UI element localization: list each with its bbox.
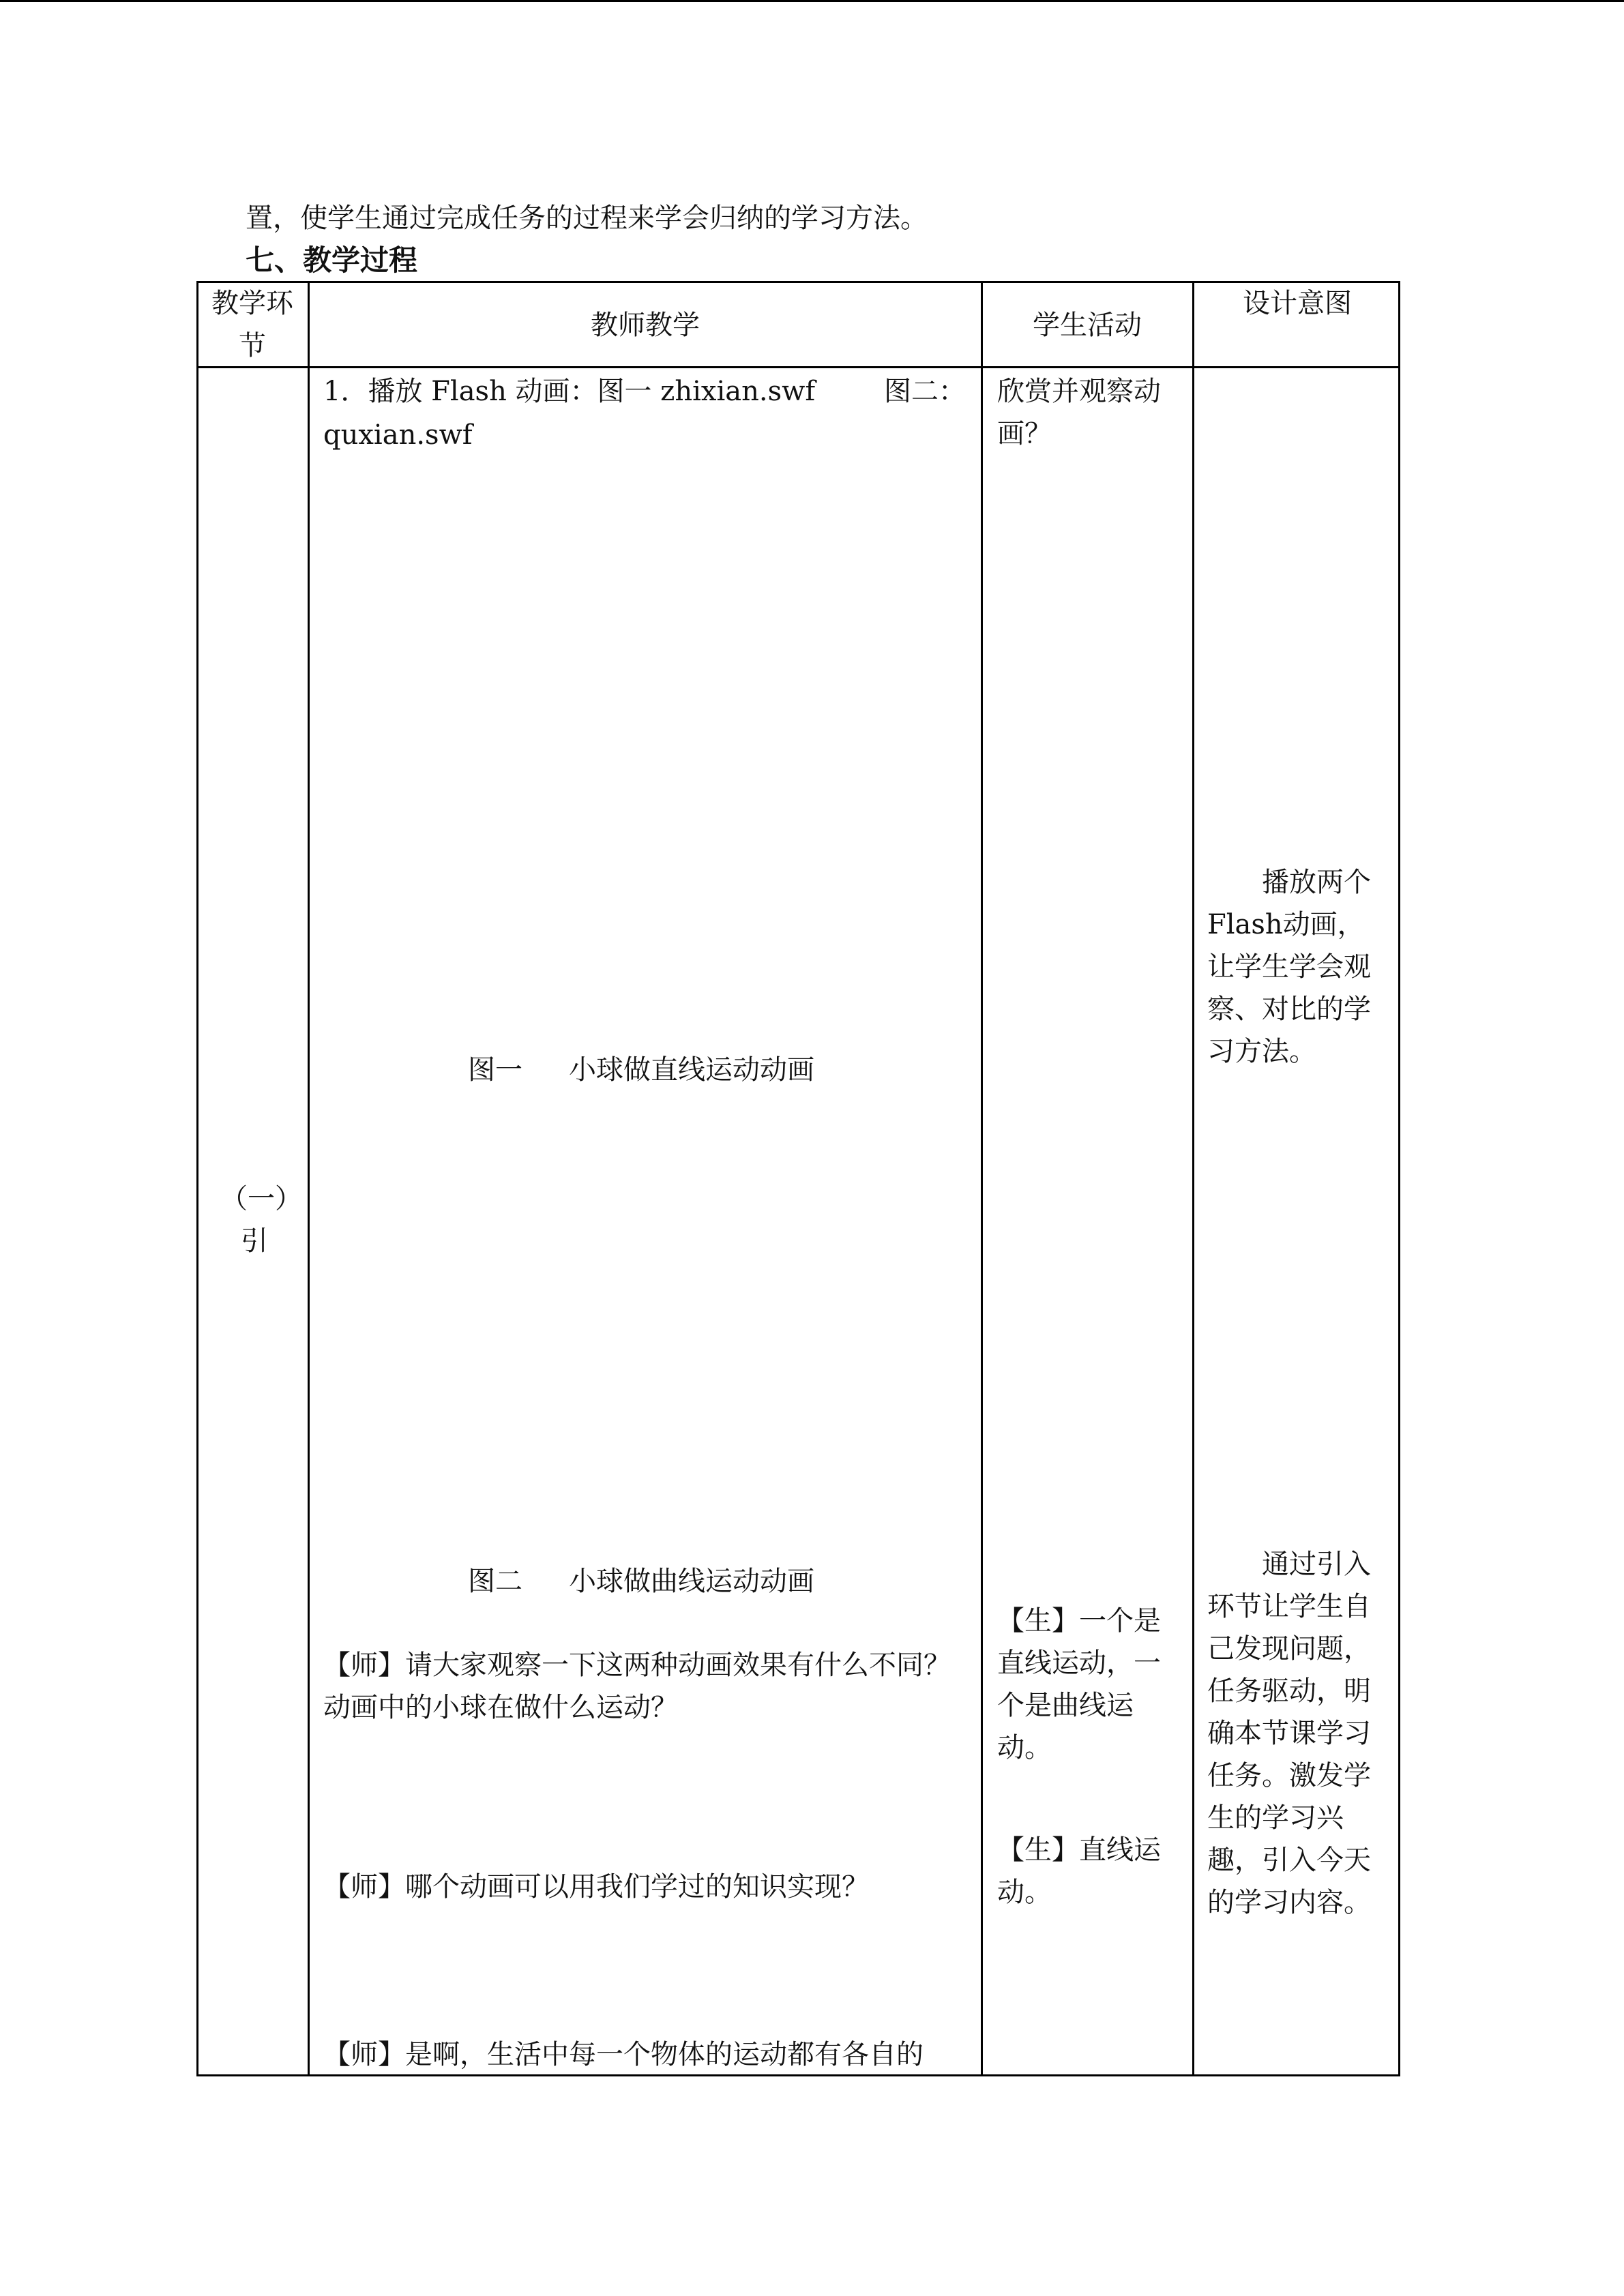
header-teacher: 教师教学 — [591, 310, 700, 341]
table-divider-student — [1192, 281, 1194, 2076]
figure1-caption-text: 小球做直线运动动画 — [569, 1054, 814, 1086]
intro-paragraph: 置，使学生通过完成任务的过程来学会归纳的学习方法。 — [246, 203, 928, 234]
figure2-caption-number: 图二 — [468, 1566, 522, 1597]
student-answer-1: 【生】一个是直线运动，一个是曲线运动。 — [997, 1605, 1161, 1763]
figure2-caption-text: 小球做曲线运动动画 — [569, 1566, 814, 1597]
student-activity-observe: 欣赏并观察动画？ — [997, 376, 1161, 449]
stage-label: （一）引 — [220, 1183, 289, 1257]
teacher-question-1: 【师】请大家观察一下这两种动画效果有什么不同？动画中的小球在做什么运动？ — [323, 1650, 951, 1723]
teacher-question-2: 【师】哪个动画可以用我们学过的知识实现？ — [323, 1871, 869, 1903]
table-header-divider — [196, 366, 1400, 368]
table-divider-teacher — [981, 281, 983, 2076]
teacher-item1-prefix: 1．播放 Flash 动画：图一 zhixian.swf — [323, 376, 816, 407]
section-heading: 七、教学过程 — [246, 243, 418, 277]
figure1-caption-number: 图一 — [468, 1054, 522, 1086]
teacher-item1-fig2: 图二： — [884, 376, 966, 407]
student-answer-2: 【生】直线运动。 — [997, 1834, 1161, 1908]
design-intent-2: 通过引入环节让学生自己发现问题，任务驱动，明确本节课学习任务。激发学生的学习兴趣，引入今天的学习内容。 — [1207, 1549, 1371, 1918]
header-stage: 教学环节 — [211, 288, 293, 361]
header-student: 学生活动 — [1033, 310, 1142, 341]
teacher-question-3: 【师】是啊，生活中每一个物体的运动都有各自的 — [323, 2039, 924, 2070]
table-divider-stage — [308, 281, 310, 2076]
header-design: 设计意图 — [1243, 288, 1352, 319]
design-intent-1: 播放两个Flash动画，让学生学会观察、对比的学习方法。 — [1207, 867, 1371, 1067]
teacher-item1-file2: quxian.swf — [323, 419, 473, 451]
page-top-rule — [0, 0, 1624, 2]
